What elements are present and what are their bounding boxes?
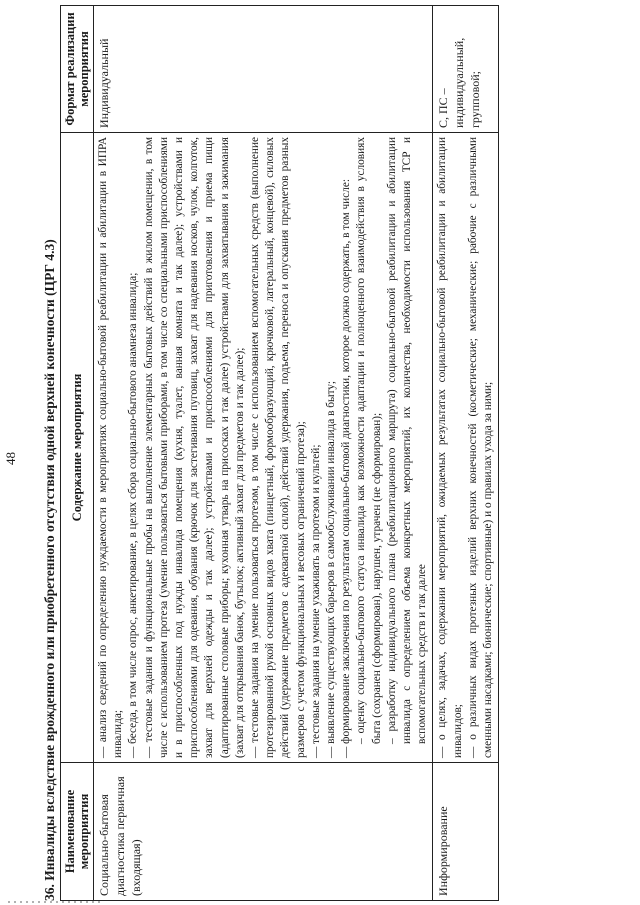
content-item: — формирование заключения по результатам социально-бытовой диагностики, которое должно содержать, в том числе: bbox=[340, 178, 353, 758]
content-item: — о целях, задачах, содержании мероприятий, ожидаемых результатах социально-бытовой реабилитации и абилитации инвалидов; bbox=[436, 137, 464, 758]
page-number: 48 bbox=[3, 452, 18, 465]
content-item: — тестовые задания на умение пользоваться протезом, в том числе с использованием вспомогательных средств (выполнение протезированной рукой основных видов хвата (пинцетный, формообразующий, крючковой, латеральный, концевой), силовых действий (удержание предметов с адекватной силой), действий удержания, подъема, переноса и опускания предметов разных размеров с учетом функциональных и весовых ограничений протеза); bbox=[249, 137, 307, 758]
header-name: Наименование мероприятия bbox=[61, 763, 94, 901]
content-subitem: – оценку социально-бытового статуса инвалида как возможности адаптации и полноценного взаимодействия в условиях быта (сохранен (сформирован), нарушен, утрачен (не сформирован); bbox=[355, 137, 383, 744]
rehabilitation-table bbox=[60, 5, 499, 901]
row-content bbox=[433, 133, 499, 763]
header-content: Содержание мероприятия bbox=[61, 133, 94, 763]
row-format: Индивидуальный bbox=[94, 6, 433, 133]
row-name: Социально-бытовая диагностика первичная (входящая) bbox=[94, 763, 433, 901]
content-item: — анализ сведений по определению нуждаемости в мероприятиях социально-бытовой реабилитации и абилитации в ИПРА инвалида; bbox=[97, 137, 125, 758]
content-item: — тестовые задания на умение ухаживать за протезом и культей; bbox=[309, 444, 322, 758]
section-heading: 36. Инвалиды вследствие врожденного или приобретенного отсутствия одной верхней конечности (ЦРГ 4.3) bbox=[42, 239, 57, 901]
content-item: — о различных видах протезных изделий верхних конечностей (косметические; механические; рабочие с различными сменными насадками; бионические; спортивные) и о правилах ухода за ними; bbox=[466, 137, 495, 758]
header-format: Формат реализации мероприятия bbox=[61, 6, 94, 133]
row-name: Информирование bbox=[433, 763, 499, 901]
content-item: — выявление существующих барьеров в самообслуживании инвалида в быту; bbox=[325, 380, 338, 758]
row-content bbox=[94, 133, 433, 763]
content-item: — беседа, в том числе опрос, анкетирование, в целях сбора социально-бытового анамнеза инвалида; bbox=[127, 272, 140, 758]
table-row bbox=[94, 6, 433, 901]
table-header-row bbox=[61, 6, 94, 901]
content-item: — тестовые задания и функциональные пробы на выполнение элементарных бытовых действий в жилом помещении, в том числе с использованием протеза (умение пользоваться бытовыми приборами, в том числе со специальными приспособлениями и в приспособленных под нужды инвалида помещения (кухня, туалет, ванная комната и так далее); устройствами и приспособлениями для одевания, обувания (крючок для застегивания пуговиц, захват для надевания носков, чулок, колготок, захват для верхней одежды и так далее); устройствами и приспособлениями для приготовления и приема пищи (адаптированные столовые приборы; кухонная утварь на присосках и так далее) устройствами для захватывания и зажимания (захват для открывания банок, бутылок; активный захват для предметов и так далее); bbox=[142, 137, 246, 758]
content-subitem: – разработку индивидуального плана (реабилитационного маршрута) социально-бытовой реабилитации и абилитации инвалида с определением объема конкретных мероприятий, их количества, необходимости использования ТСР и вспомогательных средств и так далее bbox=[385, 137, 429, 744]
table-row bbox=[433, 6, 499, 901]
row-format: С, ПС – индивидуальный, групповой; bbox=[433, 6, 499, 133]
